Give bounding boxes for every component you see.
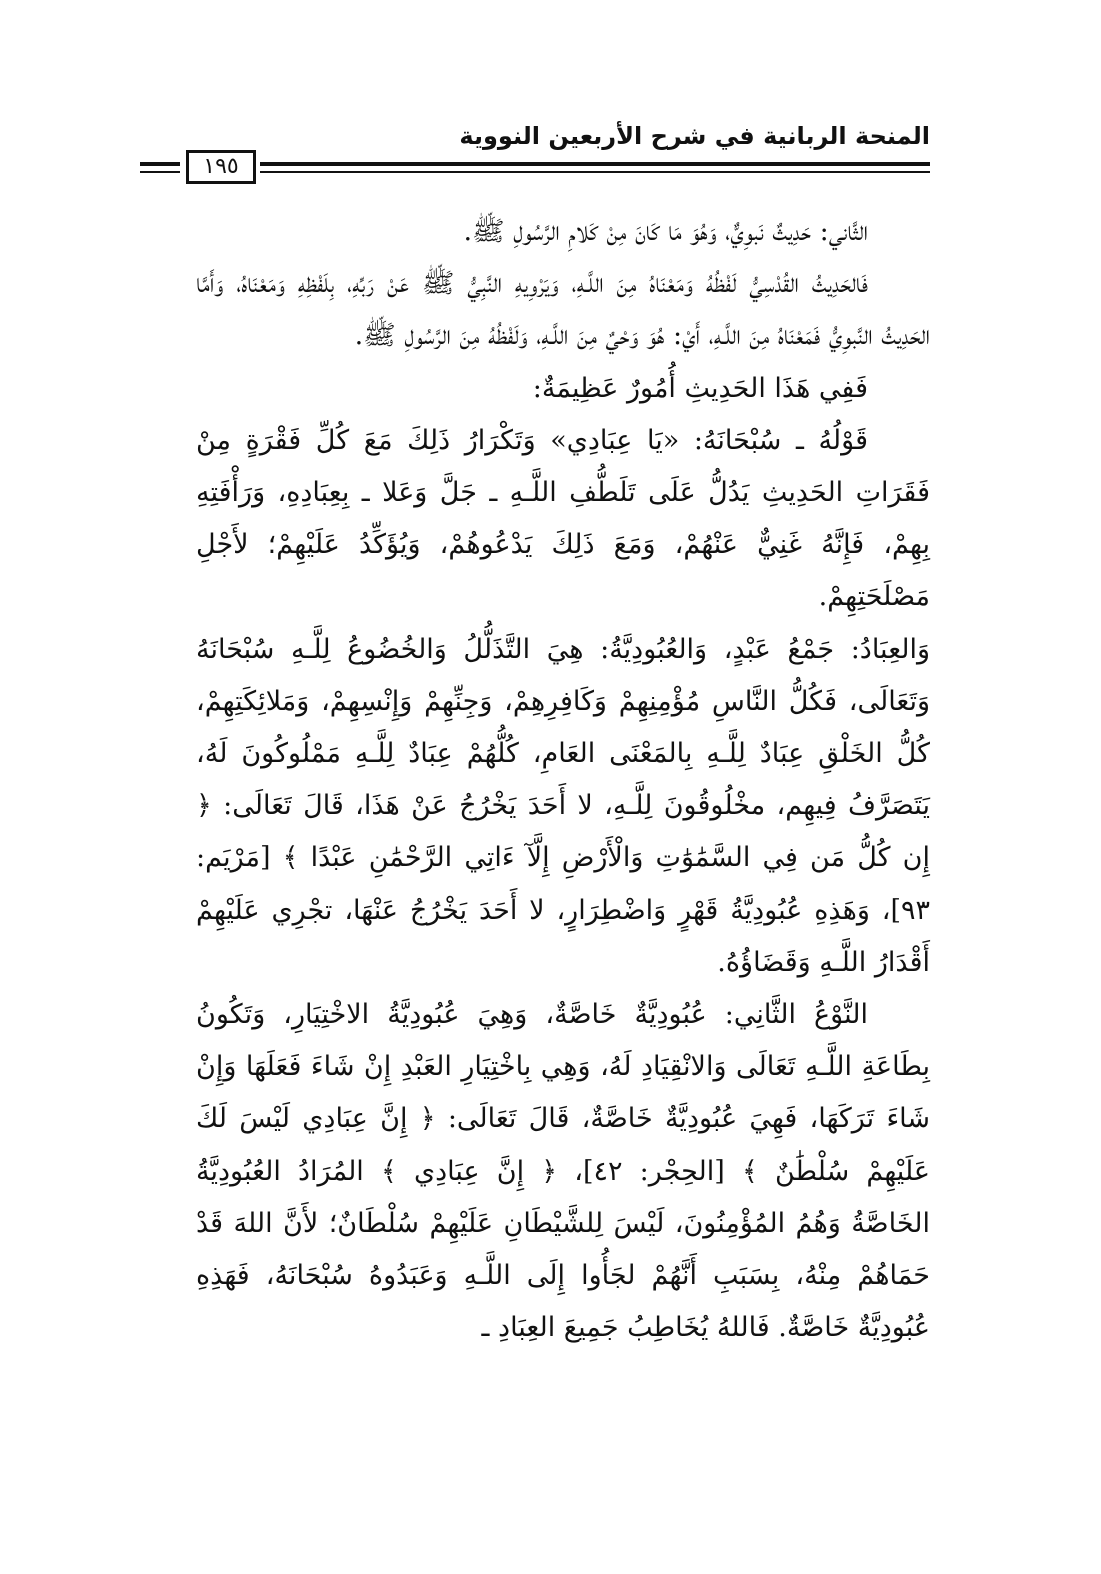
- page-number: ١٩٥: [186, 150, 256, 184]
- header-rule-left: [140, 162, 180, 166]
- header-rule-thin: [260, 171, 930, 173]
- header-rule-left-thin: [140, 171, 180, 173]
- paragraph: الثَّاني: حَدِيثٌ نَبوِيٌّ، وَهُوَ مَا كَانَ مِنْ كَلامِ الرَّسُولِ ﷺ.: [463, 216, 868, 247]
- paragraph: النَّوْعُ الثَّانِي: عُبُودِيَّةٌ خَاصَّةٌ، وَهِيَ عُبُودِيَّةُ الاخْتِيَارِ، وَتَكُونُ بِطَاعَةِ اللَّـهِ تَعَالَى وَالانْقِيَادِ لَهُ، وَهِي بِاخْتِيَارِ العَبْدِ إِنْ شَاءَ فَعَلَهَا وَإِنْ شَاءَ تَرَكَهَا، فَهِيَ عُبُودِيَّةٌ خَاصَّةٌ، قَالَ تَعَالَى: ﴿ إِنَّ عِبَادِي لَيْسَ لَكَ عَلَيْهِمْ سُلْطَٰنٌ ﴾ [الحِجْر: ٤٢]، ﴿ إِنَّ عِبَادِي ﴾ المُرَادُ العُبُودِيَّةُ الخَاصَّةُ وَهُمُ المُؤْمِنُونَ، لَيْسَ لِلشَّيْطَانِ عَلَيْهِمْ سُلْطَانٌ؛ لأَنَّ اللهَ قَدْ حَمَاهُمْ مِنْهُ، بِسَبَبِ أَنَّهُمْ لجَأُوا إِلَى اللَّـهِ وَعَبَدُوهُ سُبْحَانَهُ، فَهَذِهِ عُبُودِيَّةٌ خَاصَّةٌ. فَاللهُ يُخَاطِبُ جَمِيعَ العِبَادِ ـ: [196, 999, 930, 1344]
- paragraph: فَفِي هَذَا الحَدِيثِ أُمُورٌ عَظِيمَةٌ:: [532, 372, 868, 404]
- running-title: المنحة الربانية في شرح الأربعين النووية: [459, 122, 930, 150]
- page-body: [196, 206, 930, 1354]
- paragraph: فَالحَدِيثُ القُدْسِيُّ لَفْظُهُ وَمَعْنَاهُ مِنَ اللَّـهِ، وَيَرْوِيهِ النَّبِيُّ ﷺ عَنْ رَبِّهِ، بِلَفْظِهِ وَمَعْنَاهُ، وَأَمَّا الحَدِيثُ النَّبوِيُّ فَمَعْنَاهُ مِنَ اللَّـهِ، أَيْ: هُوَ وَحْيٌ مِنَ اللَّـهِ، وَلَفْظُهُ مِنَ الرَّسُولِ ﷺ.: [196, 268, 930, 352]
- paragraph: قَوْلُهُ ـ سُبْحَانَهُ: «يَا عِبَادِي» وَتَكْرَارُ ذَلِكَ مَعَ كُلِّ فَقْرَةٍ مِنْ فَقَرَاتِ الحَدِيثِ يَدُلُّ عَلَى تَلَطُّفِ اللَّـهِ ـ جَلَّ وَعَلا ـ بِعِبَادِهِ، وَرَأْفَتِهِ بِهِمْ، فَإِنَّهُ غَنِيٌّ عَنْهُمْ، وَمَعَ ذَلِكَ يَدْعُوهُمْ، وَيُؤَكِّدُ عَلَيْهِمْ؛ لأَجْلِ مَصْلَحَتِهِمْ.: [196, 424, 930, 613]
- paragraph: وَالعِبَادُ: جَمْعُ عَبْدٍ، وَالعُبُودِيَّةُ: هِيَ التَّذَلُّلُ وَالخُضُوعُ لِلَّـهِ سُبْحَانَهُ وَتَعَالَى، فَكُلُّ النَّاسِ مُؤْمِنِهِمْ وَكَافِرِهِمْ، وَجِنِّهِمْ وَإِنْسِهِمْ، وَمَلائِكَتِهِمْ، كُلُّ الخَلْقِ عِبَادٌ لِلَّـهِ بِالمَعْنَى العَامِ، كُلُّهُمْ عِبَادٌ لِلَّـهِ مَمْلُوكُونَ لَهُ، يَتَصَرَّفُ فِيهِم، مخْلُوقُونَ لِلَّـهِ، لا أَحَدَ يَخْرُجُ عَنْ هَذَا، قَالَ تَعَالَى: ﴿ إِن كُلُّ مَن فِي السَّمَٰوَٰتِ وَالْأَرْضِ إِلَّآ ءَاتِي الرَّحْمَٰنِ عَبْدًا ﴾ [مَرْيَم: ٩٣]، وَهَذِهِ عُبُودِيَّةُ قَهْرٍ وَاضْطِرَارٍ، لا أَحَدَ يَخْرُجُ عَنْهَا، تجْرِي عَلَيْهِمْ أَقْدَارُ اللَّـهِ وَقَضَاؤُهُ.: [196, 633, 930, 978]
- page-header: [140, 120, 930, 190]
- header-rule: [260, 162, 930, 166]
